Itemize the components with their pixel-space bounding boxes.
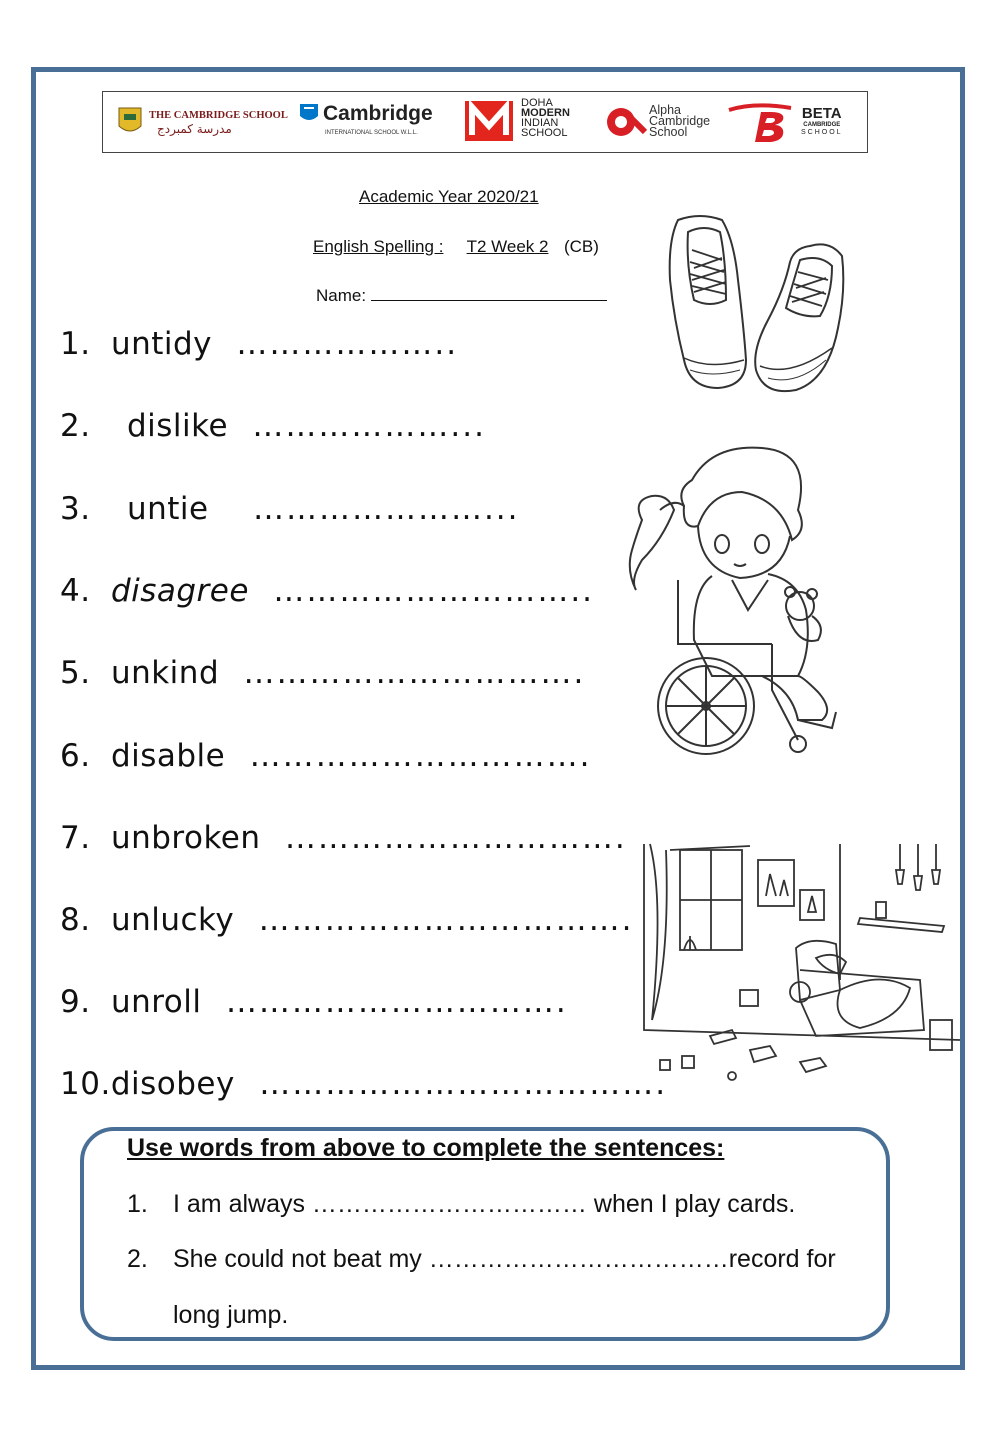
word-row-2 — [60, 408, 486, 444]
word-row-1 — [60, 326, 458, 362]
word-row-8 — [60, 902, 633, 938]
word-number: 5. — [60, 655, 91, 691]
answer-dots[interactable]: …………………... — [252, 491, 520, 527]
answer-dots[interactable]: ……………………….. — [273, 573, 595, 609]
cambridge-international-logo — [297, 92, 447, 152]
answer-dots[interactable]: ……………………………. — [258, 902, 634, 938]
spelling-word: unkind — [110, 655, 220, 691]
spelling-word: untie — [126, 491, 209, 527]
answer-dots[interactable]: ………………... — [252, 408, 486, 444]
alpha-line-3: School — [649, 125, 688, 139]
cambridge-intl-sub: INTERNATIONAL SCHOOL W.L.L. — [325, 130, 418, 136]
word-number: 8. — [60, 902, 91, 938]
word-number: 7. — [60, 820, 91, 856]
alpha-cambridge-logo — [599, 92, 723, 152]
spelling-word: disagree — [110, 573, 249, 609]
beta-line-3: SCHOOL — [801, 129, 843, 136]
sentence-2-continued: long jump. — [173, 1301, 289, 1329]
cambridge-school-logo — [111, 92, 291, 152]
name-line — [316, 286, 607, 306]
word-number: 6. — [60, 738, 91, 774]
word-number: 3. — [60, 491, 91, 527]
academic-year: Academic Year 2020/21 — [359, 187, 539, 206]
word-number: 1. — [60, 326, 91, 362]
answer-dots[interactable]: …………………………. — [243, 655, 586, 691]
sentence-1-number: 1. — [127, 1190, 148, 1218]
name-blank[interactable] — [371, 286, 607, 301]
sentence-1-end: when I play cards. — [593, 1190, 796, 1218]
cambridge-school-ar: مدرسة كمبردج — [157, 122, 232, 136]
sentence-2-number: 2. — [127, 1245, 148, 1273]
sneakers-illustration — [660, 210, 850, 400]
task-title: Use words from above to complete the sentences: — [127, 1134, 725, 1162]
word-number: 10. — [60, 1066, 111, 1102]
answer-dots[interactable]: …………………………. — [284, 820, 627, 856]
beta-line-2: CAMBRIDGE — [803, 122, 841, 128]
dmis-m-icon — [463, 92, 517, 152]
word-row-7 — [60, 820, 627, 856]
subject-line — [313, 237, 599, 257]
beta-cambridge-logo — [725, 92, 865, 152]
alpha-icon — [599, 92, 649, 152]
word-number: 9. — [60, 984, 91, 1020]
word-row-9 — [60, 984, 568, 1020]
word-row-6 — [60, 738, 591, 774]
word-row-5 — [60, 655, 585, 691]
sentence-1 — [173, 1190, 795, 1219]
word-row-3 — [60, 491, 520, 527]
dmis-line-1: DOHA — [521, 97, 553, 109]
cambridge-intl-name: Cambridge — [323, 102, 433, 125]
cb-tag: (CB) — [563, 237, 599, 256]
answer-dots[interactable]: ………………………………. — [259, 1066, 668, 1102]
spelling-word: disable — [110, 738, 226, 774]
sentence-1-start[interactable]: I am always …………………………… — [173, 1190, 587, 1218]
word-row-4 — [60, 573, 594, 609]
spelling-word: unroll — [110, 984, 202, 1020]
spelling-word: unlucky — [110, 902, 235, 938]
dmis-line-3: INDIAN — [521, 117, 559, 129]
beta-line-1: BETA — [801, 105, 842, 122]
alpha-line-1: Alpha — [649, 103, 681, 117]
word-row-10 — [60, 1066, 667, 1102]
dmis-logo — [463, 92, 593, 152]
spelling-word: unbroken — [110, 820, 261, 856]
week-label: T2 Week 2 — [466, 237, 549, 256]
answer-dots[interactable]: ……………….. — [236, 326, 459, 362]
name-label: Name: — [316, 286, 367, 305]
spelling-word: untidy — [110, 326, 213, 362]
answer-dots[interactable]: …………………………. — [225, 984, 568, 1020]
dmis-line-2: MODERN — [521, 107, 570, 119]
word-number: 4. — [60, 573, 91, 609]
answer-dots[interactable]: …………………………. — [249, 738, 592, 774]
subject-label: English Spelling : — [313, 237, 444, 256]
beta-b-icon — [725, 92, 797, 152]
word-number: 2. — [60, 408, 91, 444]
school-logos-bar — [102, 91, 868, 153]
alpha-line-2: Cambridge — [649, 114, 711, 128]
cambridge-school-en: THE CAMBRIDGE SCHOOL — [149, 110, 288, 121]
girl-wheelchair-illustration — [622, 440, 862, 770]
sentence-2[interactable]: She could not beat my ………………………………record for — [173, 1245, 836, 1273]
cambridge-shield-icon — [297, 92, 323, 152]
spelling-word: disobey — [110, 1066, 235, 1102]
dmis-line-4: SCHOOL — [521, 127, 568, 139]
spelling-word: dislike — [126, 408, 229, 444]
messy-room-illustration — [640, 840, 964, 1090]
